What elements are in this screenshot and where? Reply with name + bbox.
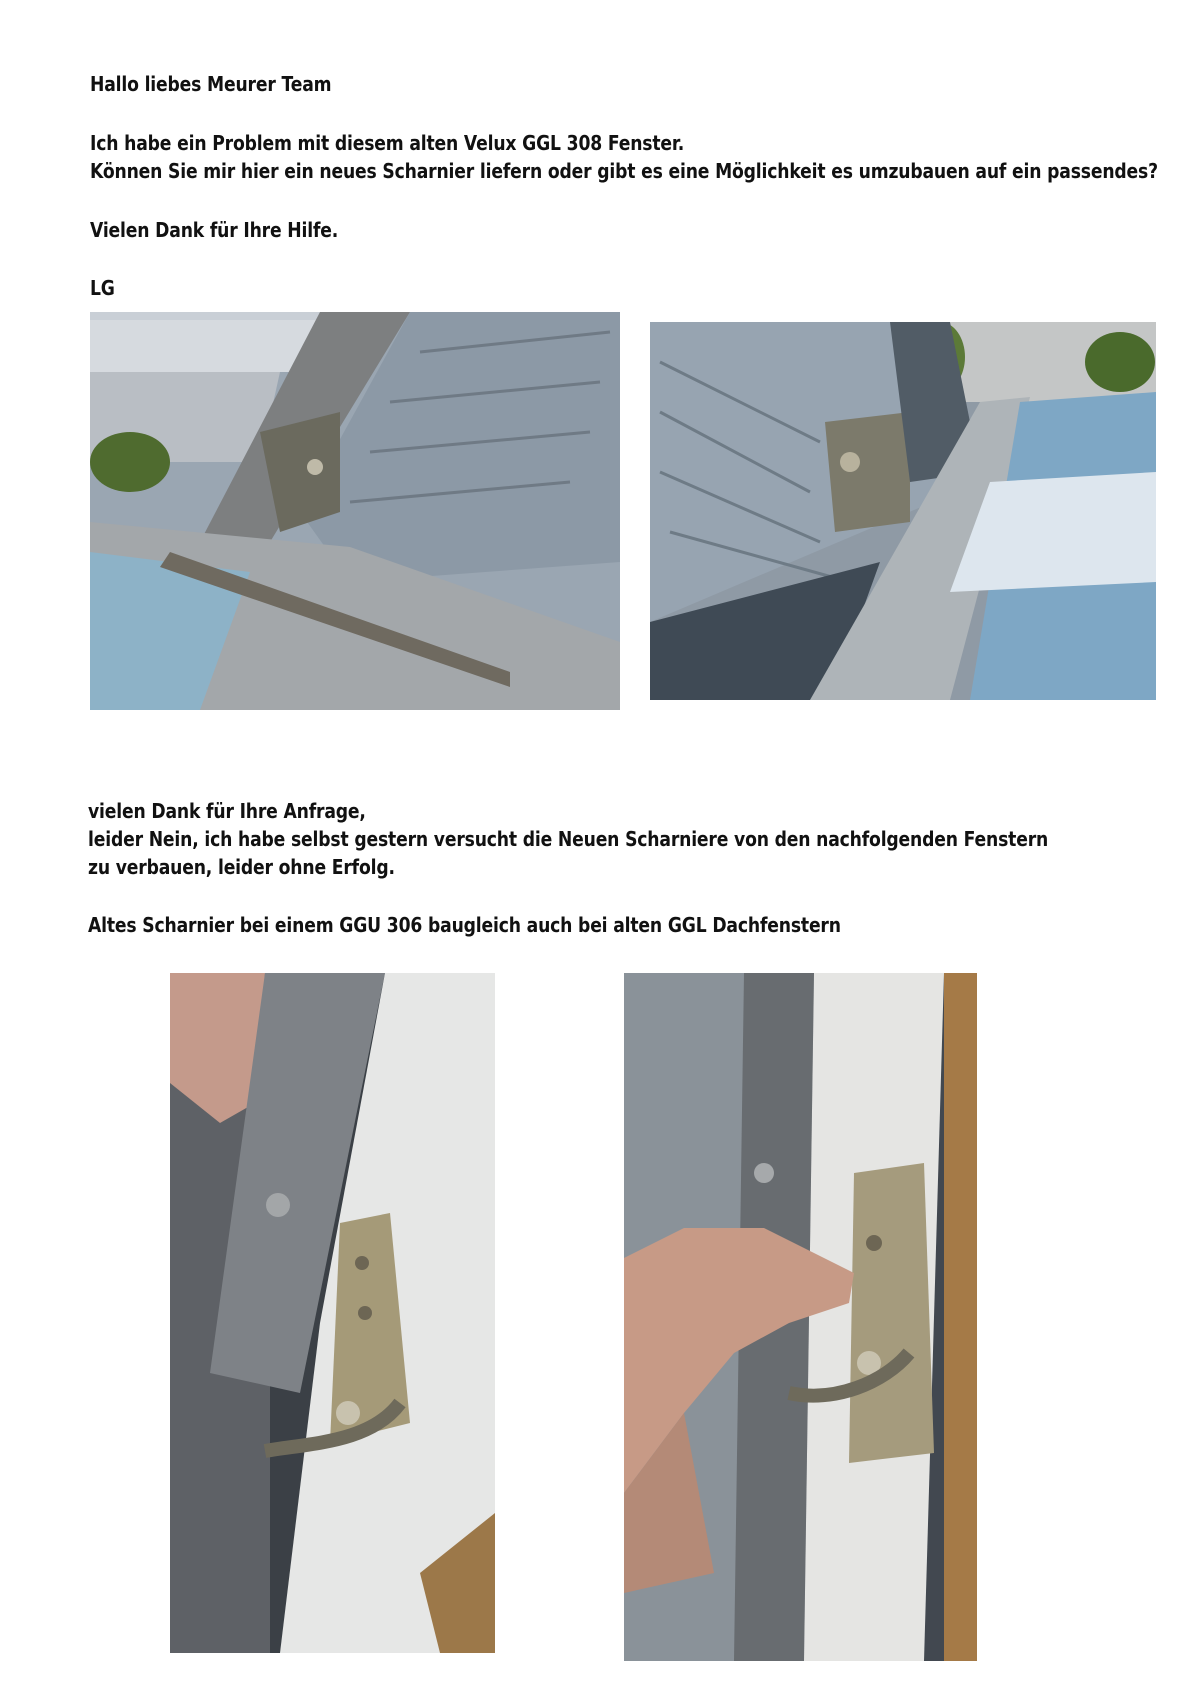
reply-caption: Altes Scharnier bei einem GGU 306 baugleich auch bei alten GGL Dachfenstern [88,913,841,937]
top-left-hinge-photo [90,312,620,710]
top-right-hinge-photo [650,322,1156,700]
signoff: LG [90,276,115,300]
reply-line-3: zu verbauen, leider ohne Erfolg. [88,855,395,879]
thanks-line: Vielen Dank für Ihre Hilfe. [90,218,339,242]
problem-line-2: Können Sie mir hier ein neues Scharnier liefern oder gibt es eine Möglichkeit es umzubauen auf ein passendes? [90,159,1158,183]
problem-line-1: Ich habe ein Problem mit diesem alten Velux GGL 308 Fenster. [90,131,685,155]
reply-line-2: leider Nein, ich habe selbst gestern versucht die Neuen Scharniere von den nachfolgenden Fenstern [88,827,1049,851]
greeting: Hallo liebes Meurer Team [90,72,332,96]
reply-line-1: vielen Dank für Ihre Anfrage, [88,799,366,823]
bottom-right-hinge-photo [624,973,977,1661]
bottom-left-hinge-photo [170,973,495,1653]
